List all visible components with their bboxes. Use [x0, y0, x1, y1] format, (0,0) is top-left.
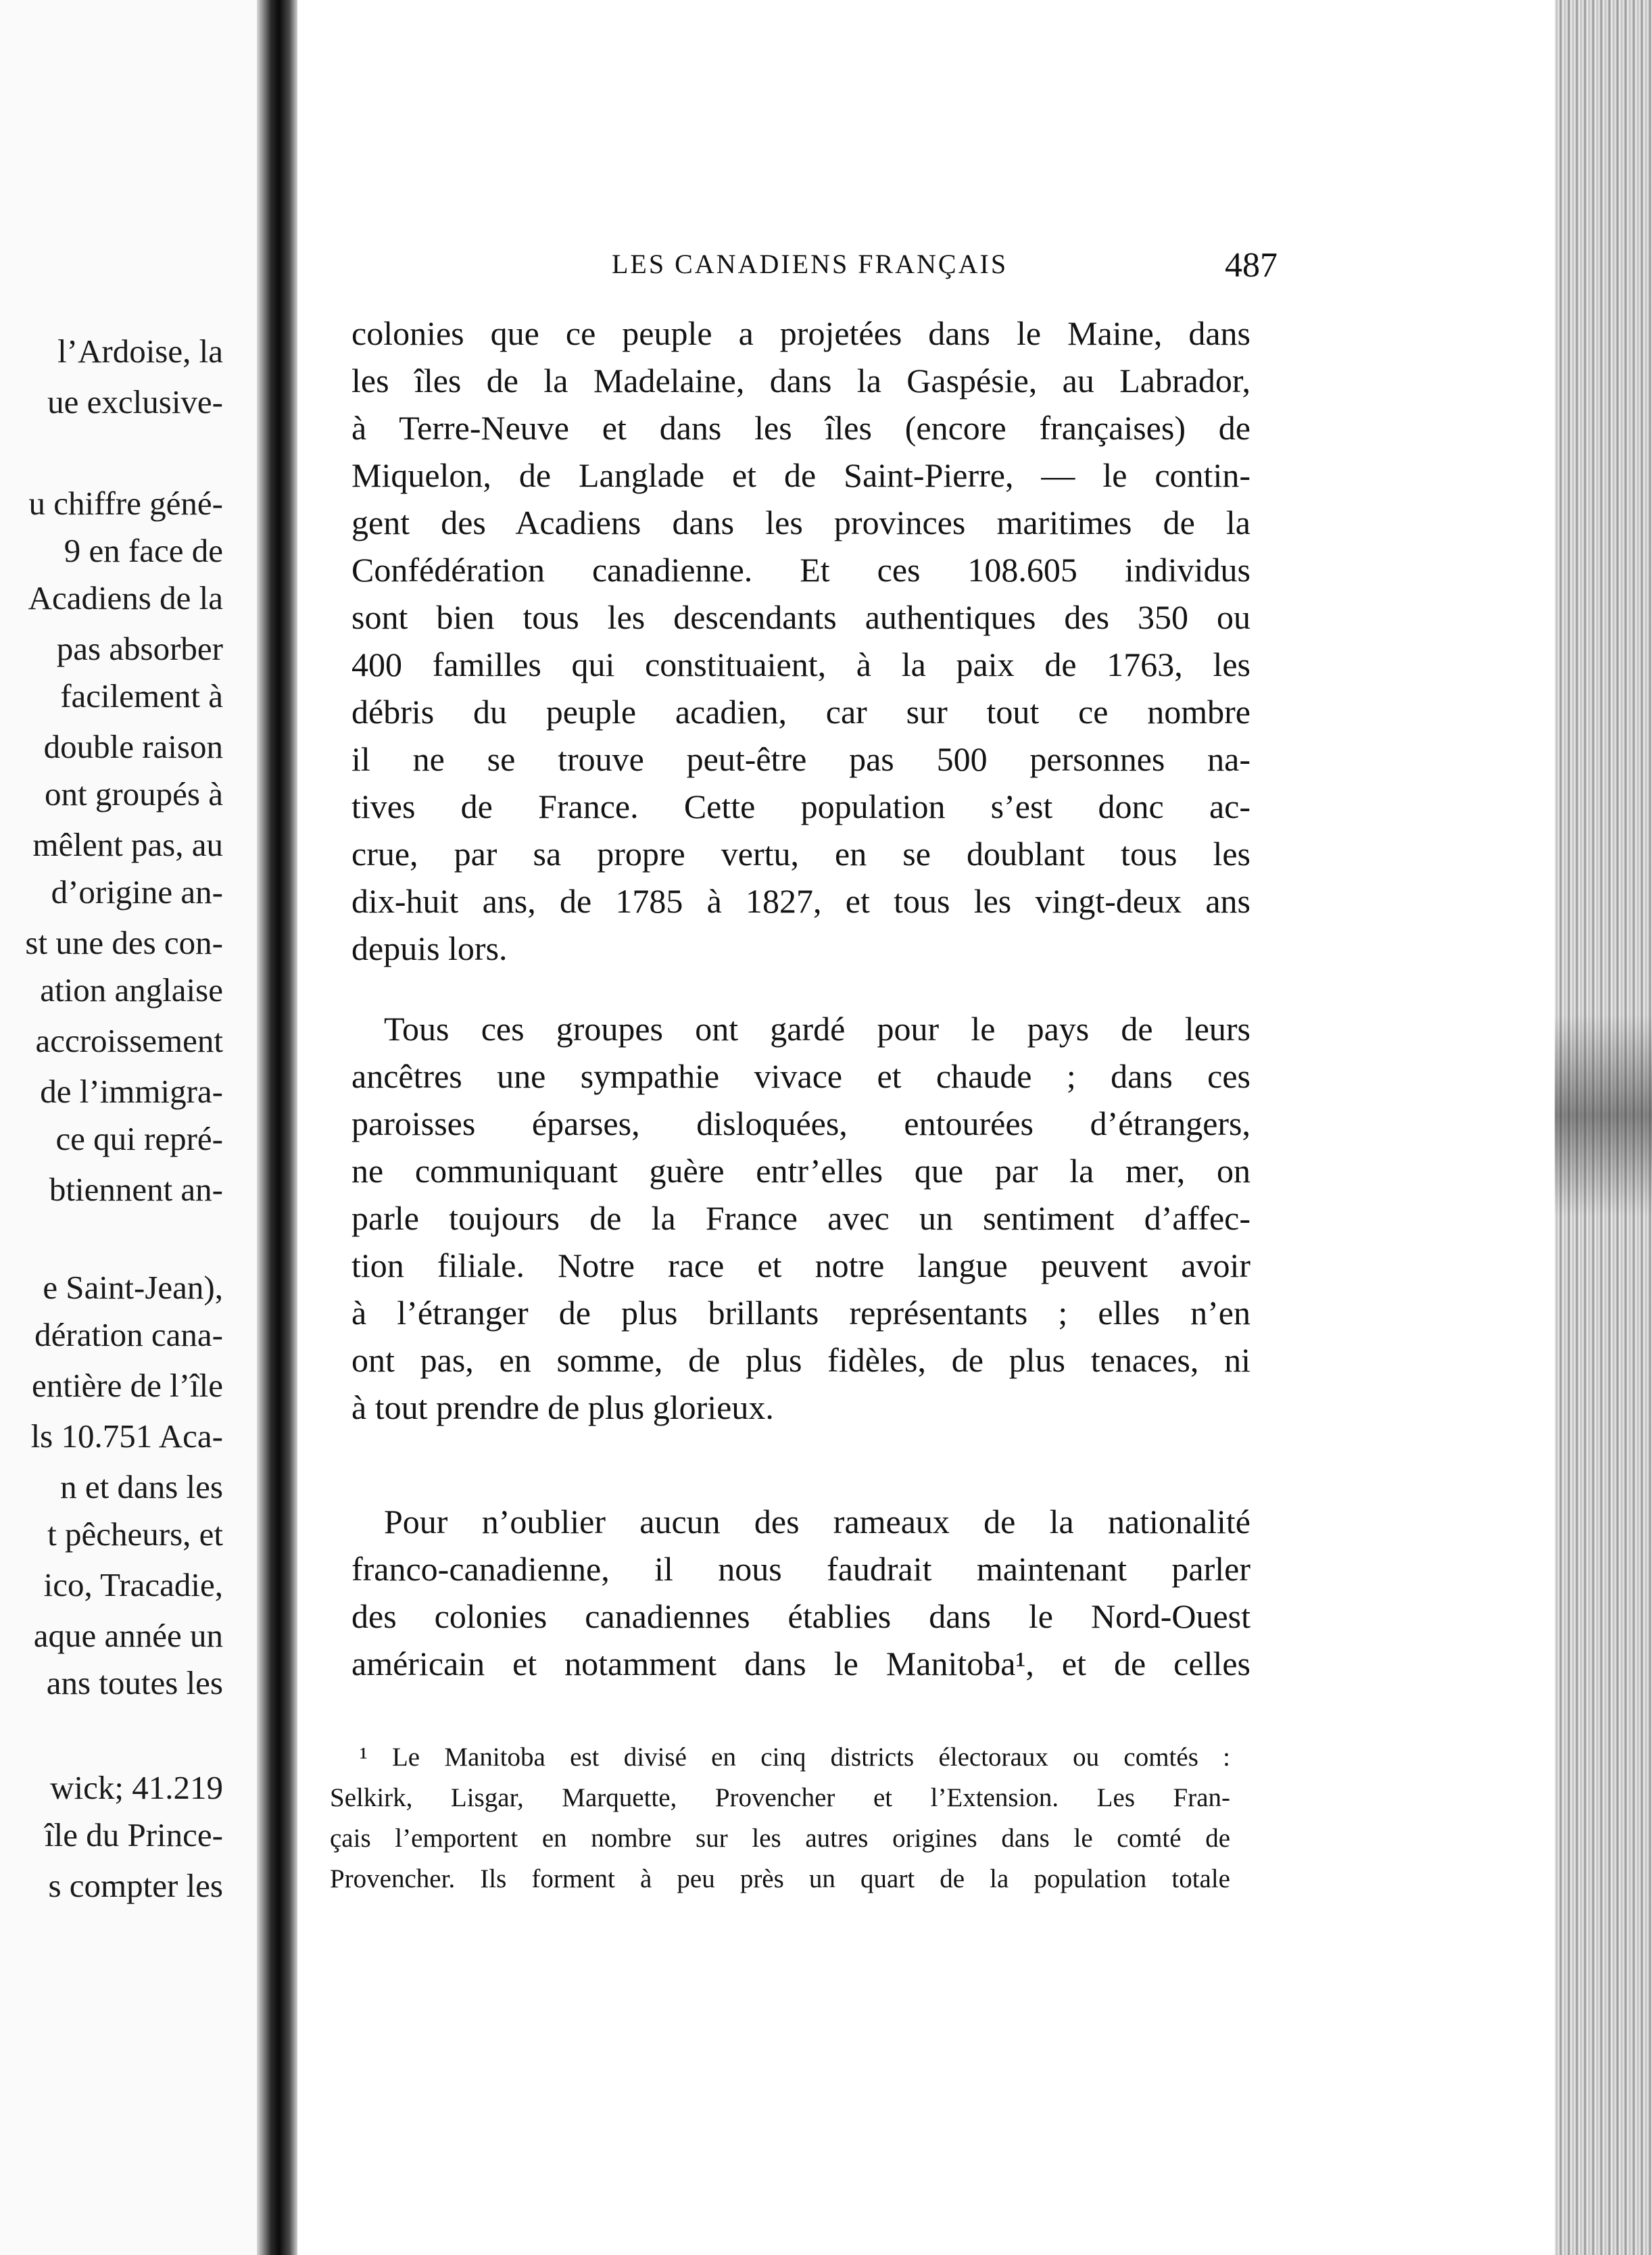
body-line: à l’étranger de plus brillants représentants ; elles n’en	[351, 1294, 1250, 1332]
body-line: ancêtres une sympathie vivace et chaude ; dans ces	[351, 1057, 1250, 1095]
left-page-line: aque année un	[33, 1617, 223, 1654]
body-line: 400 familles qui constituaient, à la paix de 1763, les	[351, 646, 1250, 683]
body-line: les îles de la Madelaine, dans la Gaspésie, au Labrador,	[351, 362, 1250, 399]
left-page-line: n et dans les	[60, 1468, 223, 1505]
left-page-line: 9 en face de	[64, 532, 223, 569]
book-gutter	[257, 0, 297, 2255]
body-line: Confédération canadienne. Et ces 108.605 individus	[351, 551, 1250, 589]
left-page-line: ico, Tracadie,	[43, 1566, 223, 1603]
left-page-line: ls 10.751 Aca-	[30, 1417, 223, 1455]
body-line: crue, par sa propre vertu, en se doublant tous les	[351, 835, 1250, 873]
left-page-line: de l’immigra-	[40, 1073, 223, 1110]
body-line: des colonies canadiennes établies dans le Nord-Ouest	[351, 1597, 1250, 1635]
left-page-line: u chiffre géné-	[28, 485, 223, 522]
body-line: américain et notamment dans le Manitoba¹, et de celles	[351, 1645, 1250, 1682]
left-page-line: st une des con-	[25, 924, 223, 961]
left-page-line: ans toutes les	[46, 1664, 223, 1701]
left-page-line: btiennent an-	[49, 1171, 223, 1208]
body-line: ne communiquant guère entr’elles que par la mer, on	[351, 1152, 1250, 1190]
page-edge-shadow	[1555, 1014, 1652, 1217]
body-line: colonies que ce peuple a projetées dans le Maine, dans	[351, 314, 1250, 352]
footnote-line: çais l’emportent en nombre sur les autres origines dans le comté de	[330, 1824, 1230, 1853]
left-page-fragment	[0, 0, 257, 2255]
left-page-line: pas absorber	[56, 630, 223, 667]
body-line: depuis lors.	[351, 929, 508, 967]
left-page-line: l’Ardoise, la	[57, 333, 223, 370]
body-line: Miquelon, de Langlade et de Saint-Pierre, — le contin-	[351, 456, 1250, 494]
running-head: LES CANADIENS FRANÇAIS	[612, 249, 1009, 279]
footnote-line: Provencher. Ils forment à peu près un quart de la population totale	[330, 1864, 1230, 1893]
left-page-line: ont groupés à	[45, 775, 223, 813]
body-line: gent des Acadiens dans les provinces maritimes de la	[351, 504, 1250, 541]
left-page-line: accroissement	[35, 1022, 223, 1059]
body-line: tion filiale. Notre race et notre langue peuvent avoir	[351, 1246, 1250, 1284]
body-line: parle toujours de la France avec un sentiment d’affec-	[351, 1199, 1250, 1237]
left-page-line: ue exclusive-	[47, 383, 223, 420]
body-line: débris du peuple acadien, car sur tout ce nombre	[351, 693, 1250, 731]
left-page-line: s compter les	[48, 1867, 223, 1904]
body-line: à Terre-Neuve et dans les îles (encore françaises) de	[351, 409, 1250, 447]
left-page-line: mêlent pas, au	[32, 826, 223, 863]
body-line: Tous ces groupes ont gardé pour le pays de leurs	[384, 1010, 1250, 1048]
left-page-line: facilement à	[60, 677, 223, 714]
page-number: 487	[1225, 246, 1278, 285]
left-page-line: dération cana-	[34, 1316, 223, 1353]
left-page-line: entière de l’île	[32, 1367, 223, 1404]
left-page-line: Acadiens de la	[28, 579, 223, 616]
left-page-line: d’origine an-	[51, 873, 223, 911]
left-page-line: wick; 41.219	[50, 1769, 223, 1806]
body-line: tives de France. Cette population s’est donc ac-	[351, 787, 1250, 825]
body-line: Pour n’oublier aucun des rameaux de la nationalité	[384, 1503, 1250, 1541]
footnote-line: Selkirk, Lisgar, Marquette, Provencher et l’Extension. Les Fran-	[330, 1783, 1230, 1812]
body-line: paroisses éparses, disloquées, entourées d’étrangers,	[351, 1105, 1250, 1142]
body-line: franco-canadienne, il nous faudrait maintenant parler	[351, 1550, 1250, 1588]
left-page-line: e Saint-Jean),	[43, 1269, 223, 1306]
left-page-line: ation anglaise	[40, 971, 223, 1009]
left-page-line: t pêcheurs, et	[47, 1516, 223, 1553]
footnote-line: ¹ Le Manitoba est divisé en cinq districts électoraux ou comtés :	[360, 1743, 1230, 1772]
body-line: ont pas, en somme, de plus fidèles, de plus tenaces, ni	[351, 1341, 1250, 1379]
body-line: il ne se trouve peut-être pas 500 personnes na-	[351, 740, 1250, 778]
left-page-line: ce qui repré-	[55, 1120, 223, 1157]
left-page-line: île du Prince-	[45, 1816, 223, 1853]
left-page-line: double raison	[43, 728, 223, 765]
body-line: sont bien tous les descendants authentiques des 350 ou	[351, 598, 1250, 636]
body-line: dix-huit ans, de 1785 à 1827, et tous les vingt-deux ans	[351, 882, 1250, 920]
body-line: à tout prendre de plus glorieux.	[351, 1388, 774, 1426]
